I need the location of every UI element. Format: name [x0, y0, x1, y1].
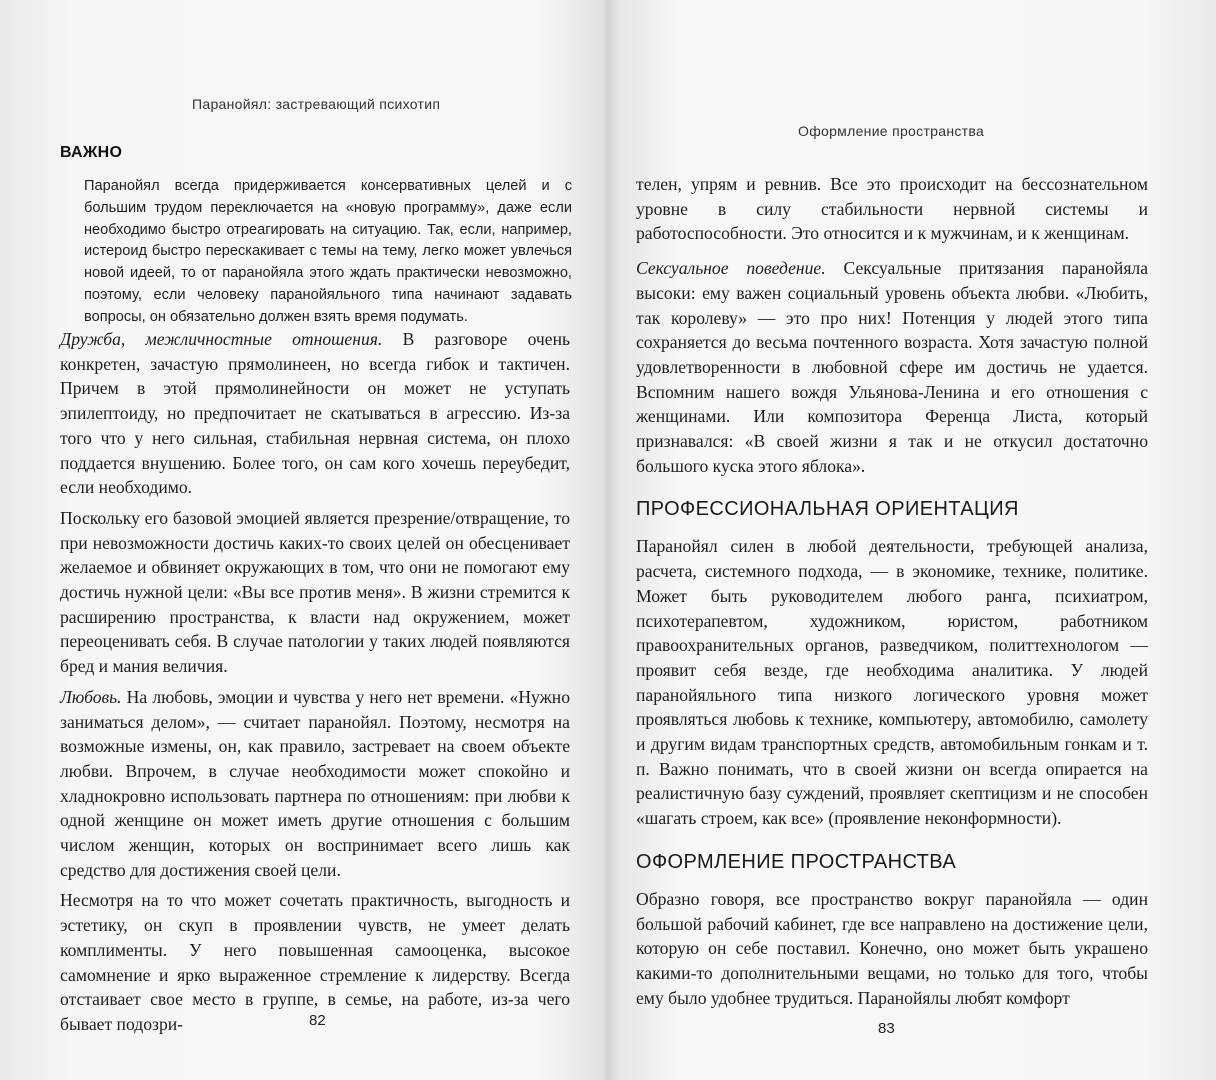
section-title-professional: ПРОФЕССИОНАЛЬНАЯ ОРИЕНТАЦИЯ: [636, 498, 1019, 521]
paragraph-love: [60, 685, 570, 883]
text-sexual-behavior: Сексуальные притязания паранойяла высоки: ему важен социальный уровень объекта любви. «Любить, так королеву» — это про них! Потенция у людей этого типа сохраняется до весьма почтенного возраста. Хотя зачастую полной удовлетворенности в любовной сфере им достичь не удается. Вспомним нашего вождя Ульянова-Ленина и его отношения с женщинами. Или композитора Ференца Листа, который признавался: «В своей жизни я так и не откусил достаточно большого куска этого яблока».: [636, 258, 1149, 476]
section-title-space: ОФОРМЛЕНИЕ ПРОСТРАНСТВА: [636, 850, 957, 873]
paragraph-base-emotion: [60, 506, 570, 679]
important-label: ВАЖНО: [60, 144, 123, 161]
important-note-text: Паранойял всегда придерживается консервативных целей и с большим трудом переключается на «новую программу», даже если необходимо быстро отреагировать на ситуацию. Так, если, например, истероид быстро перескакивает с темы на тему, легко может увлечься новой идеей, то от паранойяла этого ждать практически невозможно, поэтому, если человеку паранойяльного типа начинают задавать вопросы, он обязательно должен взять время подумать.: [84, 178, 572, 325]
lead-friendship: Дружба, межличностные отношения.: [60, 329, 383, 349]
right-body-column: [636, 172, 1148, 1016]
paragraph-continuation: телен, упрям и ревнив. Все это происходит на бессознательном уровне в силу стабильности нервной системы и работоспособности. Это относится и к мужчинам, и к женщинам.: [636, 174, 1148, 244]
page-number-left: 82: [309, 1012, 326, 1029]
paragraph-friendship: [60, 327, 570, 500]
page-number-right: 83: [878, 1020, 895, 1037]
left-page: [0, 0, 606, 1080]
running-head-right: Оформление пространства: [798, 123, 985, 139]
paragraph-space: Образно говоря, все пространство вокруг паранойяла — один большой рабочий кабинет, где все направлено на достижение цели, которую он себе поставил. Конечно, оно может быть украшено какими-то дополнительными вещами, но только для того, чтобы ему было удобнее трудиться. Паранойялы любят комфорт: [636, 888, 1148, 1008]
text-practicality: Несмотря на то что может сочетать практичность, выгодность и эстетику, он скуп в проявлении чувств, не умеет делать комплименты. У него повышенная самооценка, высокое самомнение и ярко выраженное стремление к лидерству. Всегда отстаивает свое место в группе, в семье, на работе, из-за чего бывает подозри-: [60, 890, 570, 1034]
lead-sexual-behavior: Сексуальное поведение.: [636, 258, 826, 279]
text-love: На любовь, эмоции и чувства у него нет времени. «Нужно заниматься делом», — считает паранойял. Поэтому, несмотря на возможные измены, он, как правило, застревает на своем объекте любви. Впрочем, в случае необходимости может спокойно и хладнокровно использовать партнера по отношениям: при любви к одной женщине он может иметь другие отношения с большим числом женщин, которых он воспринимает всего лишь как средство для достижения своей цели.: [60, 686, 570, 880]
right-page: [608, 0, 1216, 1080]
lead-love: Любовь.: [60, 686, 122, 707]
paragraph-professional: Паранойял силен в любой деятельности, требующей анализа, расчета, системного подхода, — в экономике, технике, политике. Может быть руководителем любого ранга, психиатром, психотерапевтом, художником, юристом, работником правоохранительных органов, разведчиком, политтехнологом — проявит себя везде, где необходима аналитика. У людей паранойяльного типа низкого логического уровня может проявляться любовь к технике, компьютеру, автомобилю, самолету и другим видам транспортных средств, автомобильным гонкам и т. п. Важно понимать, что в своей жизни он всегда опирается на реалистичную базу суждений, проявляет скептицизм и не способен «шагать строем, как все» (проявление неконформности).: [636, 536, 1148, 829]
text-friendship: В разговоре очень конкретен, зачастую прямолинеен, но всегда гибок и тактичен. Причем в этой прямолинейности он может не уступать эпилептоиду, но предпочитает не скатываться в агрессию. Из-за того что у него сильная, стабильная нервная система, он плохо поддается внушению. Более того, он сам кого хочешь переубедит, если необходимо.: [60, 329, 571, 498]
running-head-left: Паранойял: застревающий психотип: [192, 96, 441, 112]
paragraph-sexual-behavior: [636, 256, 1148, 478]
left-body-column: [60, 327, 570, 1043]
text-base-emotion: Поскольку его базовой эмоцией является презрение/отвращение, то при невозможности достичь каких-то своих целей он обесценивает желаемое и обвиняет окружающих в том, что они не помогают ему достичь нужной цели: «Вы все против меня». В жизни стремится к расширению пространства, к власти над окружением, может переоценивать себя. В случае патологии у таких людей появляются бред и мания величия.: [60, 507, 570, 677]
